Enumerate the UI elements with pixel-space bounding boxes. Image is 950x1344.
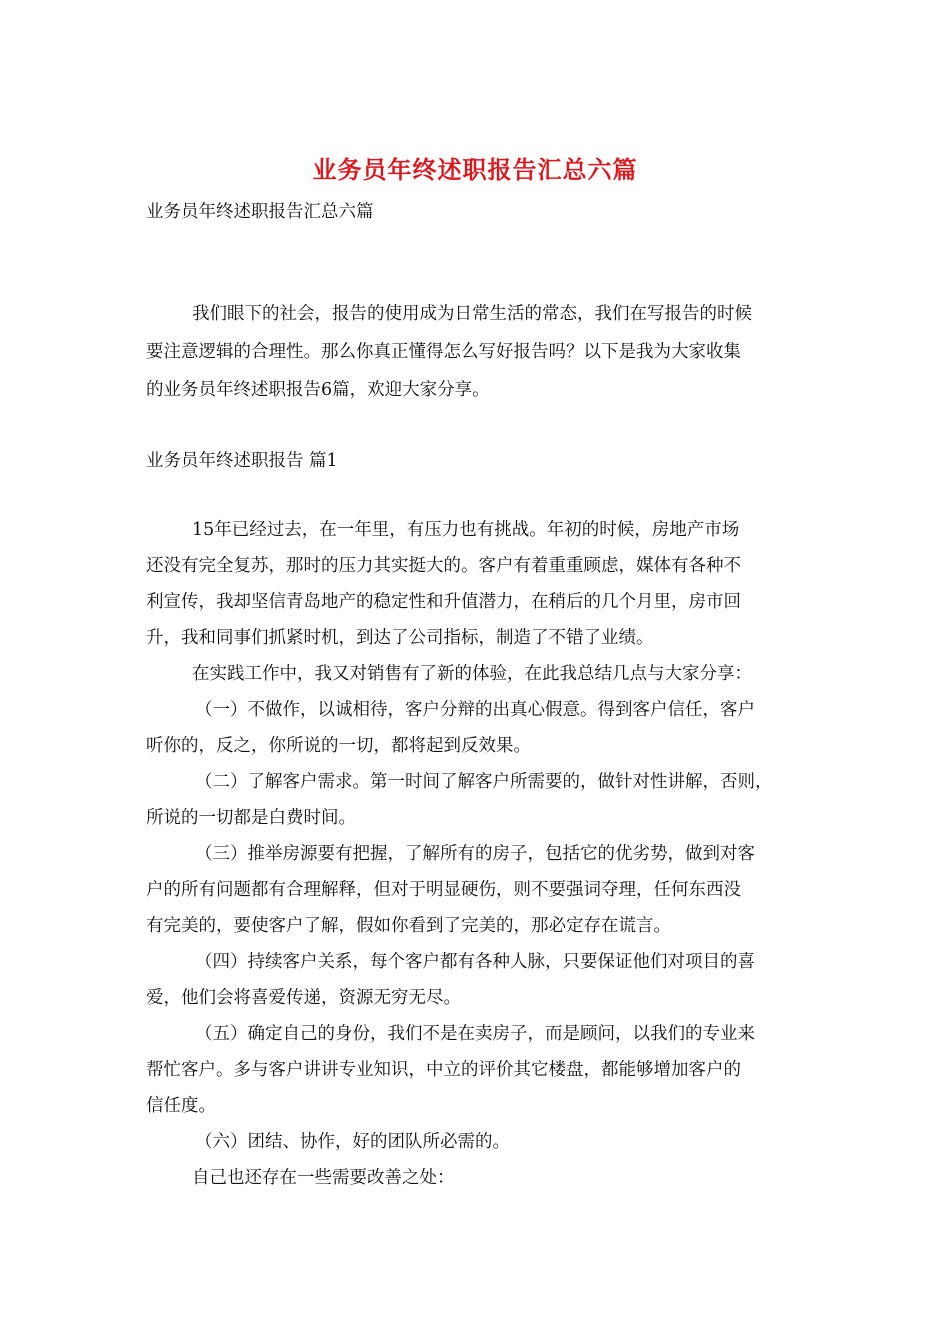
document-title: 业务员年终述职报告汇总六篇 [312, 155, 638, 184]
paragraph-2: 在实践工作中，我又对销售有了新的体验，在此我总结几点与大家分享： [192, 664, 752, 684]
point-line: 有完美的，要使客户了解，假如你看到了完美的，那必定存在谎言。 [146, 916, 671, 936]
point-line: （六）团结、协作，好的团队所必需的。 [195, 1132, 510, 1152]
point-line: 爱，他们会将喜爱传递，资源无穷无尽。 [146, 988, 461, 1008]
point-line: 信任度。 [146, 1096, 216, 1116]
point-line: （一）不做作，以诚相待，客户分辩的出真心假意。得到客户信任，客户 [195, 700, 755, 720]
intro-line: 的业务员年终述职报告6篇，欢迎大家分享。 [146, 380, 490, 400]
paragraph-line: 升，我和同事们抓紧时机，到达了公司指标，制造了不错了业绩。 [146, 628, 654, 648]
section-heading: 业务员年终述职报告 篇1 [146, 451, 338, 471]
point-line: （三）推举房源要有把握，了解所有的房子，包括它的优劣势，做到对客 [195, 844, 755, 864]
point-line: （四）持续客户关系，每个客户都有各种人脉，只要保证他们对项目的喜 [195, 952, 755, 972]
paragraph-line: 还没有完全复苏，那时的压力其实挺大的。客户有着重重顾虑，媒体有各种不 [146, 556, 741, 576]
point-line: 听你的，反之，你所说的一切，都将起到反效果。 [146, 736, 531, 756]
point-line: 户的所有问题都有合理解释，但对于明显硬伤，则不要强词夺理，任何东西没 [146, 880, 741, 900]
point-line: （二）了解客户需求。第一时间了解客户所需要的，做针对性讲解，否则， [195, 772, 773, 792]
point-line: （五）确定自己的身份，我们不是在卖房子，而是顾问，以我们的专业来 [195, 1024, 755, 1044]
point-line: 所说的一切都是白费时间。 [146, 808, 356, 828]
paragraph-line: 利宣传，我却坚信青岛地产的稳定性和升值潜力，在稍后的几个月里，房市回 [146, 592, 741, 612]
point-line: 帮忙客户。多与客户讲讲专业知识，中立的评价其它楼盘，都能够增加客户的 [146, 1060, 741, 1080]
intro-line: 我们眼下的社会，报告的使用成为日常生活的常态，我们在写报告的时候 [192, 304, 752, 324]
intro-line: 要注意逻辑的合理性。那么你真正懂得怎么写好报告吗？以下是我为大家收集 [146, 342, 741, 362]
paragraph-line: 15年已经过去，在一年里，有压力也有挑战。年初的时候，房地产市场 [192, 520, 740, 540]
closing-line: 自己也还存在一些需要改善之处： [192, 1168, 455, 1188]
document-subtitle: 业务员年终述职报告汇总六篇 [146, 202, 374, 222]
